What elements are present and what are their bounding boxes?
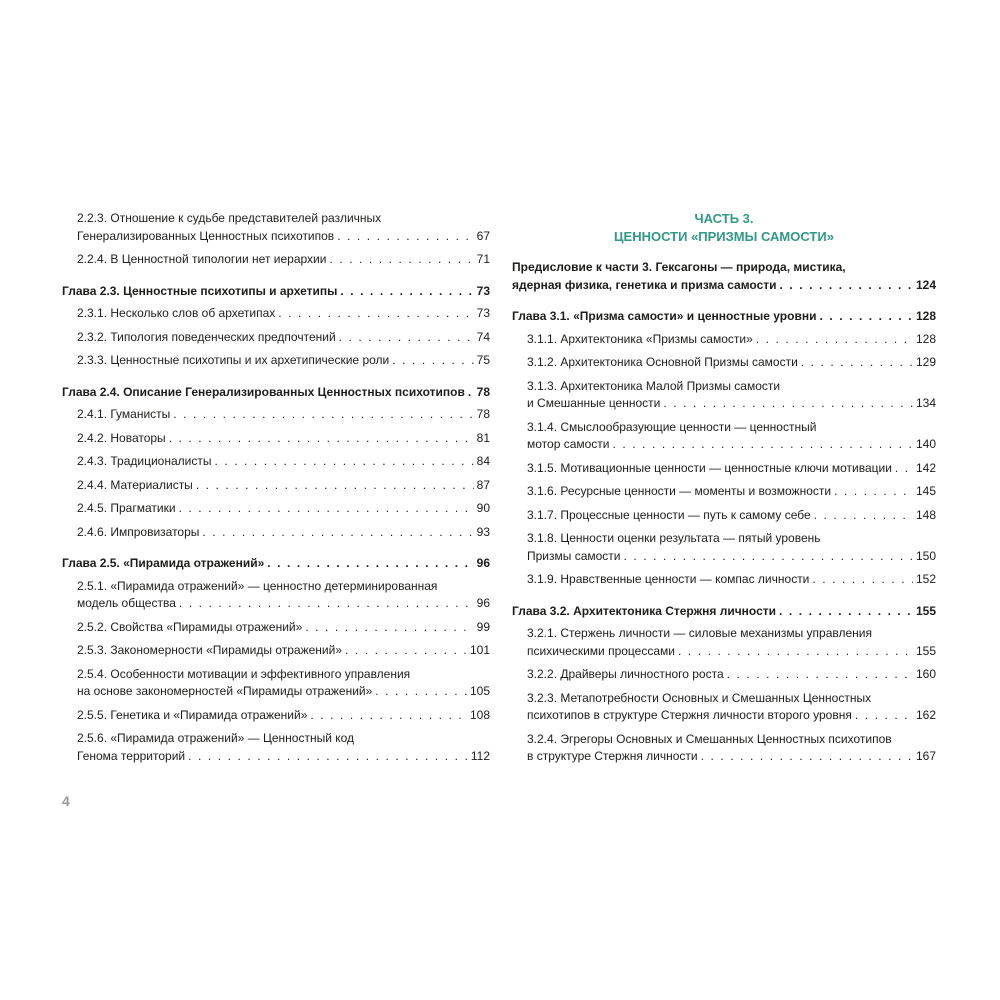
toc-left-column xyxy=(62,210,490,765)
toc-page-number: 112 xyxy=(470,748,490,763)
toc-entry-title: 3.1.5. Мотивационные ценности — ценностные ключи мотивации xyxy=(527,460,892,475)
toc-page-number: 67 xyxy=(476,228,490,243)
dot-leader xyxy=(834,483,913,501)
toc-entry-row xyxy=(527,707,936,725)
toc-page-number: 128 xyxy=(915,331,936,346)
dot-leader xyxy=(814,507,913,525)
dot-leader xyxy=(196,477,474,495)
toc-entry-title: 3.1.9. Нравственные ценности — компас личности xyxy=(527,572,810,586)
toc-page-number: 148 xyxy=(915,507,936,522)
dot-leader xyxy=(267,555,473,573)
dot-leader xyxy=(339,329,474,347)
toc-page-number: 108 xyxy=(469,707,490,722)
toc-section-entry xyxy=(512,419,936,454)
dot-leader xyxy=(305,619,473,637)
dot-leader xyxy=(202,524,473,542)
toc-entry-title: и Смешанные ценности xyxy=(527,396,661,410)
toc-section-entry xyxy=(62,352,490,370)
toc-entry-title: 2.3.1. Несколько слов об архетипах xyxy=(77,306,276,320)
toc-page-number: 145 xyxy=(915,484,936,498)
toc-entry-title: Призмы самости xyxy=(527,548,621,563)
toc-entry-title: 2.4.2. Новаторы xyxy=(77,430,166,445)
dot-leader xyxy=(392,352,473,370)
toc-chapter-entry xyxy=(512,259,936,294)
dot-leader xyxy=(345,642,467,660)
toc-entry-title: 2.4.6. Импровизаторы xyxy=(77,524,200,539)
dot-leader xyxy=(801,354,913,372)
toc-entry-title-line: 3.1.4. Смыслообразующие ценности — ценностный xyxy=(527,419,817,434)
toc-entry-title: 3.1.1. Архитектоника «Призмы самости» xyxy=(527,331,753,346)
toc-entry-row xyxy=(527,643,936,661)
toc-entry-row xyxy=(77,619,490,637)
toc-entry-row xyxy=(62,283,490,301)
toc-page-number: 162 xyxy=(915,708,936,722)
dot-leader xyxy=(214,453,473,471)
toc-entry-row xyxy=(527,460,936,478)
toc-section-entry xyxy=(62,251,490,269)
toc-page-number: 90 xyxy=(476,501,490,515)
toc-entry-title: Генома территорий xyxy=(77,748,186,763)
toc-entry-title-line: 3.2.3. Метапотребности Основных и Смешанных Ценностных xyxy=(527,690,872,705)
toc-section-entry xyxy=(62,329,490,347)
toc-page-number: 74 xyxy=(476,329,490,344)
toc-page-number: 78 xyxy=(476,384,490,399)
toc-entry-row xyxy=(77,642,490,660)
toc-page-number: 78 xyxy=(476,407,490,421)
dot-leader xyxy=(329,251,473,269)
dot-leader xyxy=(337,228,473,246)
toc-section-entry xyxy=(512,625,936,660)
toc-entry-title: ядерная физика, генетика и призма самости xyxy=(512,277,777,292)
dot-leader xyxy=(727,666,913,684)
toc-entry-title: 3.1.7. Процессные ценности — путь к самому себе xyxy=(527,507,811,522)
toc-entry-title-line: 3.2.4. Эгрегоры Основных и Смешанных Ценностных психотипов xyxy=(527,731,892,746)
toc-entry-title: 2.4.1. Гуманисты xyxy=(77,407,171,421)
toc-entry-title: 2.4.4. Материалисты xyxy=(77,477,193,492)
dot-leader xyxy=(173,406,473,424)
toc-entry-row xyxy=(62,384,490,402)
toc-entry-row xyxy=(527,483,936,501)
dot-leader xyxy=(663,395,913,413)
toc-section-entry xyxy=(62,619,490,637)
toc-page-number: 71 xyxy=(476,252,490,266)
toc-entry-row xyxy=(527,507,936,525)
toc-section-entry xyxy=(62,477,490,495)
dot-leader xyxy=(779,603,913,621)
toc-section-entry xyxy=(62,578,490,613)
toc-entry-title: 2.5.5. Генетика и «Пирамида отражений» xyxy=(77,707,308,722)
toc-section-entry xyxy=(512,666,936,684)
toc-entry-row xyxy=(77,406,490,424)
toc-page-number: 81 xyxy=(476,430,490,445)
toc-page-number: 75 xyxy=(476,353,490,367)
toc-entry-title: 2.3.2. Типология поведенческих предпочтений xyxy=(77,329,336,344)
toc-entry-row xyxy=(77,352,490,370)
toc-section-entry xyxy=(512,690,936,725)
toc-entry-title: психическими процессами xyxy=(527,643,675,658)
toc-entry-row xyxy=(527,548,936,566)
toc-page-number: 93 xyxy=(476,524,490,539)
toc-entry-row xyxy=(527,395,936,413)
toc-section-entry xyxy=(512,571,936,589)
toc-entry-title: 2.4.3. Традиционалисты xyxy=(77,454,212,468)
toc-entry-title-line: 2.5.4. Особенности мотивации и эффективного управления xyxy=(77,666,411,681)
toc-section-entry xyxy=(62,210,490,245)
toc-entry-title: 2.5.2. Свойства «Пирамиды отражений» xyxy=(77,619,303,634)
toc-entry-row xyxy=(77,683,490,701)
toc-page-number: 84 xyxy=(476,454,490,468)
toc-page-number: 87 xyxy=(476,477,490,492)
dot-leader xyxy=(756,331,913,349)
toc-entry-row xyxy=(62,555,490,573)
toc-entry-row xyxy=(527,748,936,766)
toc-entry-title: Глава 2.4. Описание Генерализированных Ценностных психотипов xyxy=(62,384,465,399)
toc-entry-title: 3.1.6. Ресурсные ценности — моменты и возможности xyxy=(527,484,832,498)
toc-entry-title: в структуре Стержня личности xyxy=(527,749,698,763)
toc-entry-row xyxy=(77,329,490,347)
toc-section-entry xyxy=(62,642,490,660)
toc-entry-row xyxy=(527,354,936,372)
toc-page-number: 167 xyxy=(915,749,936,763)
toc-entry-row xyxy=(77,524,490,542)
dot-leader xyxy=(179,595,474,613)
toc-entry-row xyxy=(77,251,490,269)
toc-section-entry xyxy=(512,507,936,525)
toc-section-entry xyxy=(62,666,490,701)
toc-entry-title: Глава 3.2. Архитектоника Стержня личности xyxy=(512,603,777,618)
toc-page-number: 142 xyxy=(915,460,936,475)
toc-entry-title: на основе закономерностей «Пирамиды отражений» xyxy=(77,684,373,698)
part-heading-line2: ЦЕННОСТИ «ПРИЗМЫ САМОСТИ» xyxy=(614,229,834,244)
toc-entry-title: мотор самости xyxy=(527,437,610,451)
dot-leader xyxy=(855,707,913,725)
toc-entry-title: модель общества xyxy=(77,596,176,610)
toc-section-entry xyxy=(512,354,936,372)
toc-entry-row xyxy=(77,477,490,495)
toc-page-number: 155 xyxy=(915,643,936,658)
toc-page-number: 99 xyxy=(476,619,490,634)
toc-entry-title: Глава 2.3. Ценностные психотипы и архетипы xyxy=(62,283,338,298)
toc-section-entry xyxy=(62,453,490,471)
toc-section-entry xyxy=(62,524,490,542)
dot-leader xyxy=(701,748,913,766)
toc-entry-title: 2.3.3. Ценностные психотипы и их архетипические роли xyxy=(77,353,390,367)
toc-entry-row xyxy=(512,308,936,326)
toc-entry-title-line: 3.1.8. Ценности оценки результата — пятый уровень xyxy=(527,531,821,545)
dot-leader xyxy=(179,500,474,518)
toc-entry-row xyxy=(77,500,490,518)
toc-entry-title: Глава 2.5. «Пирамида отражений» xyxy=(62,556,265,570)
toc-page-number: 101 xyxy=(469,643,490,657)
toc-section-entry xyxy=(512,731,936,766)
dot-leader xyxy=(678,643,913,661)
toc-entry-row xyxy=(527,331,936,349)
right-entries xyxy=(512,259,936,766)
toc-section-entry xyxy=(62,707,490,725)
toc-entry-title: 3.2.2. Драйверы личностного роста xyxy=(527,667,724,681)
toc-entry-title: Генерализированных Ценностных психотипов xyxy=(77,228,335,243)
toc-section-entry xyxy=(62,430,490,448)
toc-section-entry xyxy=(62,500,490,518)
toc-entry-title-line: 2.5.6. «Пирамида отражений» — Ценностный код xyxy=(77,731,355,745)
toc-entry-title-line: 3.1.3. Архитектоника Малой Призмы самости xyxy=(527,378,781,393)
toc-page-number: 152 xyxy=(915,572,936,586)
toc-right-column xyxy=(512,210,936,766)
toc-page-number: 96 xyxy=(476,556,490,570)
toc-entry-title: 3.1.2. Архитектоника Основной Призмы самости xyxy=(527,355,798,369)
toc-page-number: 73 xyxy=(476,306,490,320)
dot-leader xyxy=(375,683,467,701)
toc-page-number: 128 xyxy=(915,309,936,323)
dot-leader xyxy=(819,308,913,326)
toc-chapter-entry xyxy=(512,603,936,621)
toc-entry-row xyxy=(77,228,490,246)
toc-page-number: 129 xyxy=(915,355,936,369)
toc-entry-row xyxy=(77,707,490,725)
toc-entry-title-line: 2.5.1. «Пирамида отражений» — ценностно детерминированная xyxy=(77,578,438,593)
toc-page-number: 105 xyxy=(469,684,490,698)
toc-entry-title-line: 3.2.1. Стержень личности — силовые механизмы управления xyxy=(527,626,872,640)
toc-section-entry xyxy=(62,730,490,765)
toc-entry-row xyxy=(77,453,490,471)
toc-entry-title: Глава 3.1. «Призма самости» и ценностные уровни xyxy=(512,309,817,323)
dot-leader xyxy=(895,460,913,478)
toc-section-entry xyxy=(62,305,490,323)
toc-section-entry xyxy=(512,378,936,413)
toc-entry-row xyxy=(77,595,490,613)
toc-section-entry xyxy=(512,483,936,501)
toc-section-entry xyxy=(62,406,490,424)
toc-page-number: 124 xyxy=(915,277,936,292)
toc-entry-row xyxy=(77,305,490,323)
toc-section-entry xyxy=(512,530,936,565)
toc-page-number: 155 xyxy=(915,603,936,618)
part-heading-line1: ЧАСТЬ 3. xyxy=(694,211,754,226)
toc-chapter-entry xyxy=(512,308,936,326)
toc-entry-title: 2.4.5. Прагматики xyxy=(77,501,176,515)
toc-section-entry xyxy=(512,460,936,478)
dot-leader xyxy=(812,571,913,589)
toc-entry-title-line: 2.2.3. Отношение к судьбе представителей различных xyxy=(77,211,382,225)
toc-entry-title: психотипов в структуре Стержня личности второго уровня xyxy=(527,708,852,722)
dot-leader xyxy=(340,283,473,301)
toc-page-number: 96 xyxy=(476,596,490,610)
dot-leader xyxy=(310,707,467,725)
toc-entry-row xyxy=(512,603,936,621)
toc-entry-row xyxy=(77,748,490,766)
dot-leader xyxy=(468,384,474,402)
dot-leader xyxy=(278,305,473,323)
dot-leader xyxy=(169,430,474,448)
toc-entry-title: 2.2.4. В Ценностной типологии нет иерархии xyxy=(77,252,327,266)
dot-leader xyxy=(624,548,913,566)
toc-chapter-entry xyxy=(62,283,490,301)
dot-leader xyxy=(780,277,913,295)
toc-entry-row xyxy=(77,430,490,448)
toc-entry-row xyxy=(527,571,936,589)
dot-leader xyxy=(188,748,468,766)
toc-entry-row xyxy=(527,666,936,684)
toc-page-number: 160 xyxy=(915,667,936,681)
toc-page-number: 140 xyxy=(915,437,936,451)
page-number: 4 xyxy=(62,793,70,809)
toc-section-entry xyxy=(512,331,936,349)
dot-leader xyxy=(613,436,913,454)
toc-entry-title: 2.5.3. Закономерности «Пирамиды отражений» xyxy=(77,643,342,657)
toc-chapter-entry xyxy=(62,384,490,402)
toc-entry-title-line: Предисловие к части 3. Гексагоны — природа, мистика, xyxy=(512,260,846,274)
toc-entry-row xyxy=(512,277,936,295)
toc-page-number: 150 xyxy=(915,548,936,563)
toc-page-number: 73 xyxy=(476,283,490,298)
toc-chapter-entry xyxy=(62,555,490,573)
toc-page-number: 134 xyxy=(915,396,936,410)
toc-entry-row xyxy=(527,436,936,454)
part-heading xyxy=(512,210,936,246)
